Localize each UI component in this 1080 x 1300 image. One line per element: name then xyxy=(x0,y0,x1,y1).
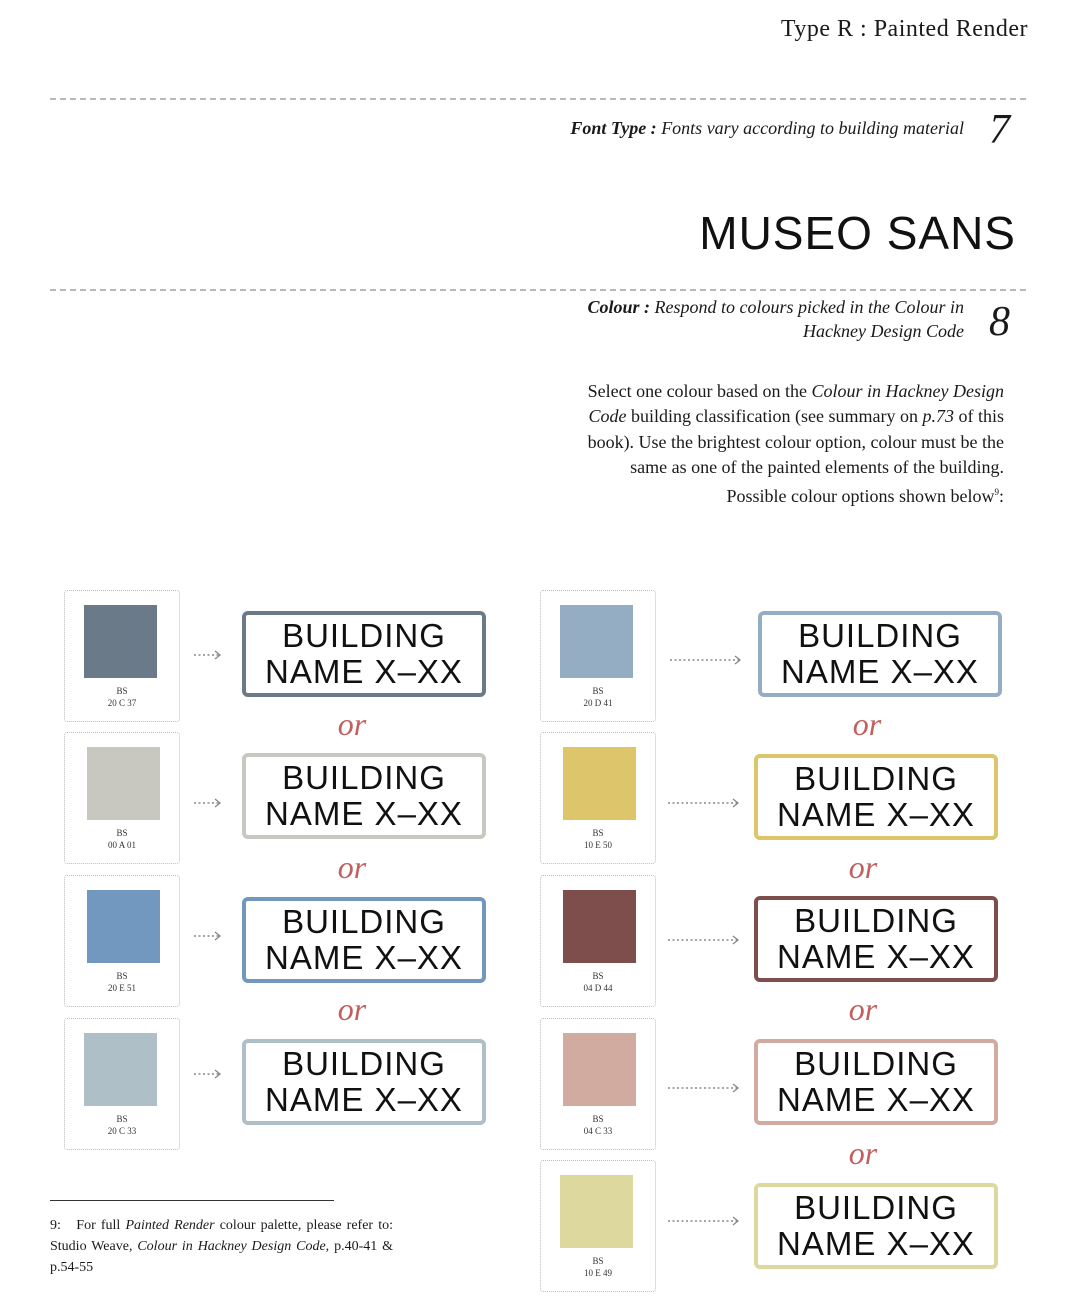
dotted-arrow-icon xyxy=(668,932,742,948)
sign-line-2: NAME X–XX xyxy=(777,796,975,833)
footnote-rule xyxy=(50,1200,334,1201)
or-separator: or xyxy=(848,991,878,1027)
colour-swatch xyxy=(563,747,636,820)
colour-swatch-box xyxy=(64,1018,180,1150)
colour-swatch xyxy=(87,747,160,820)
section-7-label xyxy=(570,116,964,140)
intro-reference: Colour in Hackney Design Code xyxy=(588,381,1004,427)
sign-line-2: NAME X–XX xyxy=(777,938,975,975)
colour-swatch-box xyxy=(540,590,656,722)
building-name-sign xyxy=(242,897,486,983)
colour-code: BS 00 A 01 xyxy=(107,828,136,850)
colour-code: BS 20 C 37 xyxy=(107,686,137,708)
footnote-text: For full xyxy=(76,1218,126,1233)
colour-code: BS 10 E 49 xyxy=(584,1256,612,1278)
dotted-arrow-icon xyxy=(194,795,224,811)
sign-line-1: BUILDING xyxy=(282,617,446,654)
colour-swatch-box xyxy=(540,1018,656,1150)
building-name-sign xyxy=(242,753,486,839)
or-separator: or xyxy=(848,1135,878,1171)
section-8-label xyxy=(588,295,965,343)
section-7-number: 7 xyxy=(989,107,1010,153)
intro-paragraph xyxy=(574,379,1004,509)
sign-line-1: BUILDING xyxy=(282,759,446,796)
dotted-arrow-icon xyxy=(668,795,742,811)
section-divider xyxy=(50,98,1026,100)
colour-swatch-box xyxy=(64,590,180,722)
footnote-italic: Painted Render xyxy=(125,1218,215,1233)
intro-page-reference: p.73 xyxy=(922,406,954,427)
section-8-label-line2: Hackney Design Code xyxy=(803,321,964,341)
colour-swatch-box xyxy=(540,732,656,864)
colour-swatch-box xyxy=(64,732,180,864)
sign-line-2: NAME X–XX xyxy=(265,939,463,976)
or-separator: or xyxy=(848,849,878,885)
sign-line-2: NAME X–XX xyxy=(777,1225,975,1262)
colour-code: BS 20 C 33 xyxy=(107,1114,137,1136)
footnote-number: 9: xyxy=(50,1218,61,1233)
intro-text: of this book). Use the brightest colour option, colour must be the same as one of the painted elements of the building. Possible colour options shown below xyxy=(587,406,1004,507)
colour-swatch xyxy=(560,605,633,678)
intro-text: building classification (see summary on xyxy=(626,406,923,427)
section-8-number: 8 xyxy=(989,299,1010,345)
or-separator: or xyxy=(337,706,367,742)
building-name-sign xyxy=(754,896,998,982)
building-name-sign xyxy=(754,1039,998,1125)
section-8-label-bold: Colour : xyxy=(587,297,651,317)
building-name-sign xyxy=(754,754,998,840)
dotted-arrow-icon xyxy=(194,928,224,944)
footnote-marker: 9 xyxy=(994,487,999,498)
building-name-sign xyxy=(754,1183,998,1269)
building-name-sign xyxy=(758,611,1002,697)
sign-line-1: BUILDING xyxy=(282,1045,446,1082)
dotted-arrow-icon xyxy=(668,1080,742,1096)
colour-swatch xyxy=(84,605,157,678)
sign-line-1: BUILDING xyxy=(794,1045,958,1082)
footnote-text: , p.40-41 & p.54-55 xyxy=(50,1239,394,1275)
sign-line-2: NAME X–XX xyxy=(781,653,979,690)
section-8-label-line1: Respond to colours picked in the Colour in xyxy=(654,297,964,317)
sign-line-2: NAME X–XX xyxy=(265,1081,463,1118)
colour-swatch xyxy=(563,890,636,963)
colour-swatch xyxy=(563,1033,636,1106)
sign-line-1: BUILDING xyxy=(798,617,962,654)
section-divider xyxy=(50,289,1026,291)
sign-line-1: BUILDING xyxy=(794,1189,958,1226)
section-7-label-text: Fonts vary according to building material xyxy=(661,118,964,138)
or-separator: or xyxy=(337,991,367,1027)
colour-swatch xyxy=(84,1033,157,1106)
sign-line-2: NAME X–XX xyxy=(265,653,463,690)
colour-swatch-box xyxy=(540,875,656,1007)
colour-code: BS 10 E 50 xyxy=(584,828,612,850)
colour-code: BS 04 D 44 xyxy=(583,971,613,993)
colour-swatch xyxy=(560,1175,633,1248)
footnote xyxy=(50,1215,393,1278)
colour-code: BS 20 E 51 xyxy=(108,971,136,993)
sign-line-2: NAME X–XX xyxy=(777,1081,975,1118)
colour-swatch-box xyxy=(540,1160,656,1292)
colour-code: BS 04 C 33 xyxy=(583,1114,613,1136)
colour-swatch-box xyxy=(64,875,180,1007)
intro-text: : xyxy=(998,486,1004,507)
building-name-sign xyxy=(242,611,486,697)
or-separator: or xyxy=(337,849,367,885)
section-7-label-bold: Font Type : xyxy=(570,118,657,138)
sign-line-1: BUILDING xyxy=(282,903,446,940)
footnote-italic: Colour in Hackney Design Code xyxy=(137,1239,326,1254)
intro-text: Select one colour based on the xyxy=(587,381,812,401)
sign-line-1: BUILDING xyxy=(794,760,958,797)
dotted-arrow-icon xyxy=(670,652,744,668)
colour-swatch xyxy=(87,890,160,963)
dotted-arrow-icon xyxy=(668,1213,742,1229)
or-separator: or xyxy=(852,706,882,742)
font-name: MUSEO SANS xyxy=(699,207,1016,259)
dotted-arrow-icon xyxy=(194,647,224,663)
footnote-text: colour palette, please refer to: Studio Weave, xyxy=(50,1218,394,1254)
sign-line-1: BUILDING xyxy=(794,902,958,939)
colour-code: BS 20 D 41 xyxy=(583,686,613,708)
building-name-sign xyxy=(242,1039,486,1125)
page-header-title: Type R : Painted Render xyxy=(780,16,1028,42)
sign-line-2: NAME X–XX xyxy=(265,795,463,832)
dotted-arrow-icon xyxy=(194,1066,224,1082)
